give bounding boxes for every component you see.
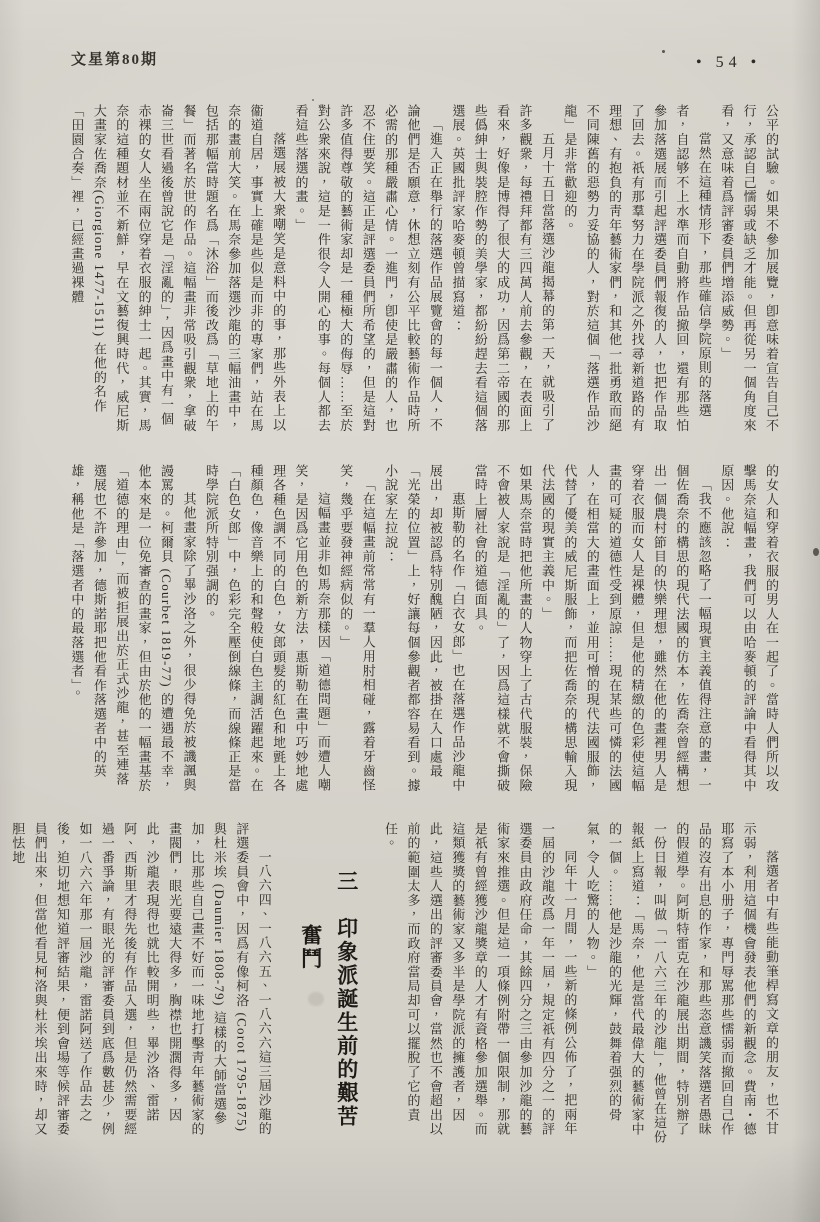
page-number: • 54 • bbox=[696, 54, 762, 71]
paragraph: 當然在這種情形下，那些確信學院原則的落選者，自認够不上水準而自動將作品撤回，還有那些怕參加落選展而引起評選委員們報復的人，也把作品取了回去。祇有那羣努力在學院派之外找尋新道路的有理想、有抱負的靑年藝術家們，和其他一批勇敢而絕不同陳舊的惡勢力妥協的人，對於這個「落選作品沙龍」是非常歡迎的。 bbox=[562, 104, 712, 433]
paragraph: 一八六四、一八六五、一八六六這三屆沙龍的評選委員會中，因爲有像柯洛 (Corot 1795-1875) 與杜米埃 (Daumier 1808-79) 這樣的大師當選參加，比那些自己畫不好而一味地打擊靑年藝術家的畫閥們，眼光要遠大得多，胸襟也開濶得多，因此，沙龍表現得也就比較開明些，畢沙洛、雷諾阿、西斯里才得先後有作品入選，但是仍然需要經過一番爭論，有眼光的評審委員到底爲數甚少，例如一八六六年那一屆沙龍，雷諾阿送了作品去之後，迫切地想知道評審結果，便到會場等候評審委員們出來，但當他看見柯洛與杜米埃出來時，却又胆怯地 bbox=[10, 822, 272, 1137]
section-heading-line1: 三 印象派誕生前的艱苦 bbox=[334, 870, 359, 1129]
block-quote: 「我不應該忽略了一幅現實主義值得注意的畫，一個佐喬奈的構思的現代法國的仿本，佐喬奈曾經構想出一個農村節目的快樂理想，雖然在他的畫裡男人是穿着衣服而女人是裸體，但是他的精緻的色彩使這幅畫的可疑的道德性受到原諒……現在某些可憐的法國人，在相當大的畫面上，並用可憎的現代法國服飾，代替了優美的威尼斯服飾，而把佐喬奈的構思輸入現代法國的現實主義中。」 bbox=[539, 464, 712, 793]
paragraph: 的女人和穿着衣服的男人在一起了。當時人們所以攻擊馬奈這幅畫，我們可以由哈麥頓的評論中看得其中原因。他說： bbox=[719, 464, 779, 793]
scan-speck bbox=[312, 99, 314, 101]
paragraph: 五月十五日當落選沙龍揭幕的第一天，就吸引了許多觀衆，每禮拜都有三四萬人前去參觀，在表面上看來，好像是博得了很大的成功，因爲第二帝國的那些僞紳士與裝腔作勢的美學家，都紛紛趕去看這個落選展。英國批評家哈麥頓曾描寫道： bbox=[450, 104, 555, 433]
block-quote: 「在這幅畫前常常有一羣人用肘相碰，露着牙齒怪笑，幾乎要發神經病似的。」 bbox=[338, 464, 376, 793]
text-band-top bbox=[50, 104, 782, 435]
paragraph: 落選展被大衆嘲笑是意料中的事，那些外表上以衞道自居，事實上確是些似是而非的專家們，站在馬奈的畫前大笑。在馬奈參加落選沙龍的三幅油畫中，包括那幅當時題名爲「沐浴」而後改爲「草地上的午餐」而著名於世的作品。這幅畫非常吸引觀衆，拿破崙三世看過後曾說它是「淫亂的」，因爲畫中有一個赤裸的女人坐在兩位穿着衣服的紳士一起。其實，馬奈的這種題材並不新鮮，早在文藝復興時代，威尼斯大畫家佐喬奈(Giorgione 1477-1511) 在他的名作「田園合奏」裡，已經畫過裸體 bbox=[69, 104, 287, 433]
text-band-middle bbox=[50, 464, 782, 797]
paragraph: 同年十一月間，一些新的條例公佈了，把兩年一屆的沙龍改爲一年一屆，規定祇有四分之一的評選委員由政府任命，其餘四分之三由參加沙龍的藝術家來推選。但是這一項條例附帶一個限制，那就是祇有曾經獲沙龍獎章的人才有資格參加選舉。而這類獲獎的藝術家又多半是學院派的擁護者，因此，這些人選出的評審委員會，當然也不會超出以前的範圍太多，而政府當局却可以擺脫了它的責任。 bbox=[383, 822, 578, 1137]
scan-speck bbox=[662, 50, 665, 53]
paragraph: 落選者中有些能動筆桿寫文章的朋友，也不甘示弱，利用這個機會發表他們的新觀念。費南・德耶寫了本小册子，專門辱駡那些懦弱而撤回自己作品的沒有出息的作家，和那些恣意譏笑落選者愚昧的假道學。阿斯特雷克在沙龍展出期間，特別辦了一份日報，叫做「一八六三年的沙龍」，他曾在這份報紙上寫道：「馬奈，他是當代最偉大的藝術家中的一個。……他是沙龍的光輝，鼓舞着强烈的骨氣，令人吃驚的人物。」 bbox=[584, 822, 779, 1145]
scan-smudge bbox=[308, 992, 324, 1006]
paragraph: 其他畫家除了畢沙洛之外，很少得免於被譏諷與謾罵的。柯爾貝 (Courbet 1819-77) 的遭遇最不幸，他本來是一位免審查的畫家，但由於他的一幅畫基於「道德的理由」，而被拒展出於正式沙龍，甚至連落選展也不許參加，德斯諾耶把他看作落選者中的英雄，稱他是「落選者中的最落選者」。 bbox=[69, 464, 197, 793]
block-quote: 「進入正在舉行的落選作品展覽會的每一個人，不論他們是否願意，休想立刻有公平比較藝術作品時所必需的那種嚴肅心情。一進門，卽使是嚴肅的人，也忍不住要笑。這正是評選委員們所希望的，但是這對許多值得尊敬的藝術家却是一種極大的侮辱……至於對公衆來說，這是一件很令人開心的事。每個人都去看這些落選的畫。」 bbox=[293, 104, 443, 433]
text-band-bottom bbox=[10, 822, 782, 1148]
paragraph: 如果馬奈當時把他所畫的人物穿上了古代服裝，保險不會被人家說是「淫亂的」了，因爲這樣就不會撕破當時上層社會的道德面具。 bbox=[472, 464, 533, 793]
magazine-title: 文星第80期 bbox=[71, 52, 159, 68]
paragraph: 惠斯勒的名作「白衣女郎」也在落選作品沙龍中展出，却被認爲特別醜陋，因此，被掛在入口處最「光榮的位置」上，好讓每個參觀者都容易看到。據小說家左拉說： bbox=[383, 464, 466, 793]
section-heading bbox=[293, 822, 365, 1148]
scan-speck bbox=[813, 548, 819, 556]
paragraph: 公平的試驗。如果不參加展覽，卽意味着宣告自己不行，承認自己懦弱或缺乏才能。但再從另一個角度來看，又意味着爲評審委員們增添威勢。」 bbox=[719, 104, 779, 433]
paragraph: 這幅畫並非如馬奈那樣因「道德問題」而遭人嘲笑，是因爲它用色的新方法，惠斯勒在畫中巧妙地處理各種色調不同的白色，女郎頭髮的紅色和地氈上各種顏色，像音樂上的和聲般使白色主調活躍起來。在「白色女郎」中，色彩完全壓倒線條，而線條正是當時學院派所特別强調的。 bbox=[203, 464, 331, 793]
section-heading-line2: 奮鬥 bbox=[298, 924, 323, 971]
